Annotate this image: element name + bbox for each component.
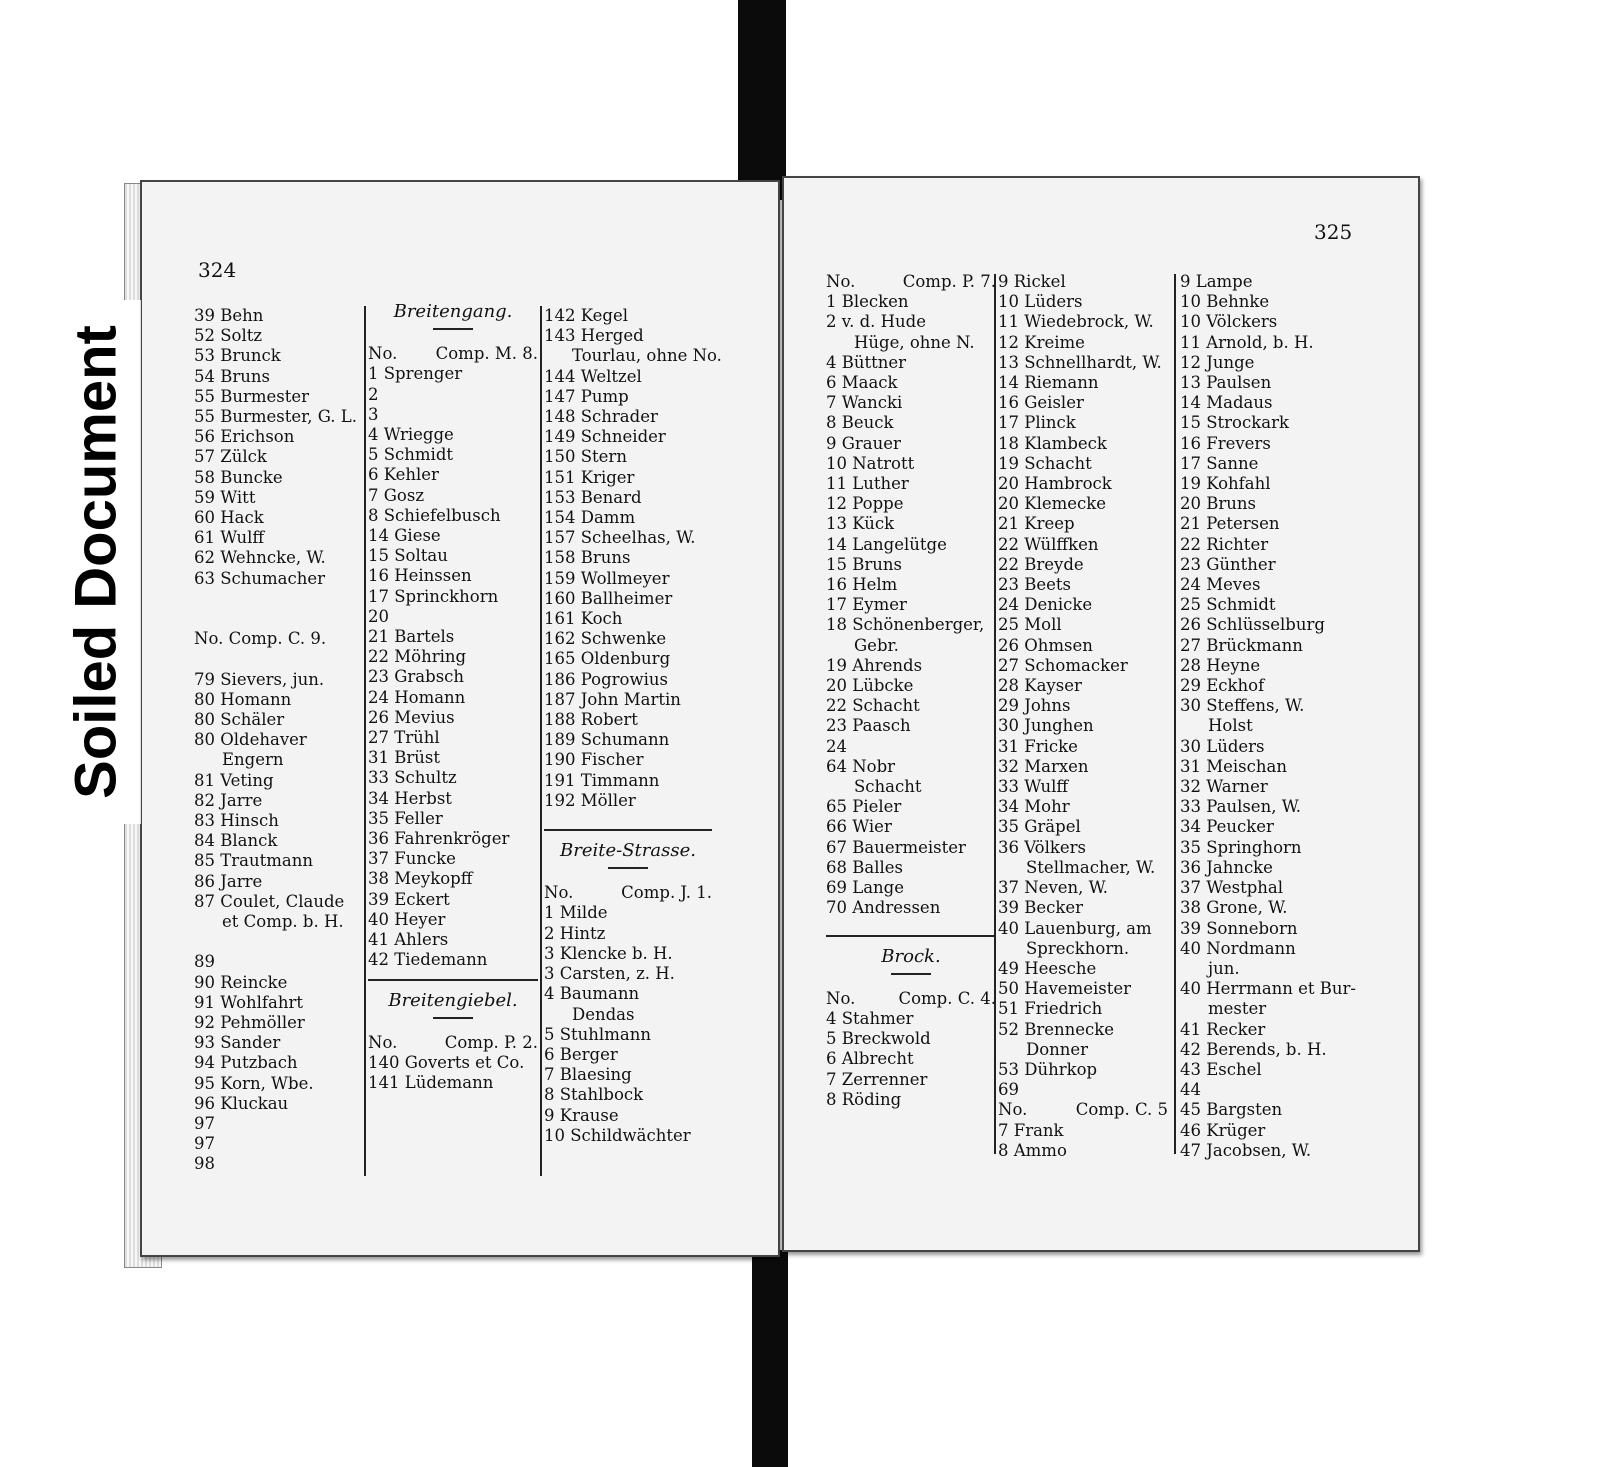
column-divider (1174, 274, 1176, 1154)
list-item: 5 Stuhlmann (544, 1024, 651, 1044)
list-item: 54 Bruns (194, 366, 270, 386)
list-item: 22 Wülffken (998, 534, 1099, 554)
list-item: 34 Herbst (368, 788, 452, 808)
list-item: 39 Sonneborn (1180, 918, 1298, 938)
list-item: 65 Pieler (826, 797, 902, 817)
list-item: Stellmacher, W. (1026, 857, 1156, 877)
column-divider (994, 274, 996, 1154)
list-item: 8 Beuck (826, 413, 894, 433)
list-item: Dendas (572, 1004, 635, 1024)
list-item: 36 Fahrenkröger (368, 829, 510, 849)
list-item: 91 Wohlfahrt (194, 992, 304, 1012)
right-page (782, 176, 1420, 1252)
list-item: 14 Giese (368, 526, 441, 546)
left-column-2 (368, 302, 538, 1093)
list-item: 9 Krause (544, 1105, 619, 1125)
heading-dash (891, 973, 931, 975)
list-item: 3 (368, 404, 379, 424)
list-item: 5 Breckwold (826, 1029, 931, 1049)
list-item: 35 Gräpel (998, 817, 1081, 837)
company-line: No. Comp. P. 7. (826, 272, 996, 291)
list-item: 29 Johns (998, 696, 1071, 716)
list-item: 4 Baumann (544, 984, 640, 1004)
list-item: 151 Kriger (544, 467, 635, 487)
list-item: 16 Helm (826, 575, 898, 595)
column-divider (364, 306, 366, 1176)
list-item: 10 Behnke (1180, 292, 1270, 312)
list-item: 87 Coulet, Claude (194, 891, 345, 911)
list-item: 159 Wollmeyer (544, 568, 670, 588)
list-item: 97 (194, 1134, 215, 1154)
list-item: 150 Stern (544, 447, 627, 467)
company-line: No. Comp. J. 1. (544, 883, 712, 903)
list-item: 8 Ammo (998, 1140, 1067, 1160)
list-item: 36 Jahncke (1180, 857, 1273, 877)
list-item: 42 Berends, b. H. (1180, 1039, 1327, 1059)
list-item: 39 Behn (194, 306, 264, 325)
list-item: 81 Veting (194, 770, 274, 790)
column-divider (540, 306, 542, 1176)
list-item: 10 Schildwächter (544, 1125, 691, 1145)
list-item: 61 Wulff (194, 528, 265, 548)
book-spine-top (738, 0, 786, 200)
list-item: 17 Eymer (826, 595, 907, 615)
list-item: 28 Kayser (998, 676, 1082, 696)
entry-list (544, 903, 712, 1145)
heading-dash (433, 1017, 473, 1019)
list-item: 19 Schacht (998, 453, 1092, 473)
list-item: 80 Homann (194, 689, 292, 709)
list-item: 154 Damm (544, 508, 636, 528)
list-item: 82 Jarre (194, 790, 263, 810)
list-item: 187 John Martin (544, 689, 681, 709)
list-item: 20 Hambrock (998, 474, 1112, 494)
list-item: 47 Jacobsen, W. (1180, 1140, 1312, 1160)
list-item: 17 Plinck (998, 413, 1076, 433)
list-item: 20 Lübcke (826, 676, 914, 696)
list-item: 10 Natrott (826, 453, 915, 473)
list-item: 53 Brunck (194, 346, 281, 366)
list-item: 46 Krüger (1180, 1120, 1266, 1140)
list-item: 15 Bruns (826, 554, 902, 574)
list-item: 17 Sanne (1180, 453, 1259, 473)
list-item: 22 Breyde (998, 554, 1084, 574)
list-item: 70 Andressen (826, 898, 941, 918)
list-item: 68 Balles (826, 857, 903, 877)
list-item: 149 Schneider (544, 427, 666, 447)
list-item: 20 Klemecke (998, 494, 1107, 514)
list-item: 51 Friedrich (998, 999, 1103, 1019)
list-item: 19 Kohfahl (1180, 474, 1271, 494)
list-item: 38 Grone, W. (1180, 898, 1288, 918)
list-item: 24 Homann (368, 687, 466, 707)
list-item: 140 Goverts et Co. (368, 1052, 525, 1072)
list-item: 153 Benard (544, 487, 642, 507)
list-item: 40 Lauenburg, am (998, 918, 1152, 938)
entry-list (998, 1121, 1168, 1161)
list-item: 4 Stahmer (826, 1008, 914, 1028)
list-item: 64 Nobr (826, 756, 896, 776)
left-page (140, 180, 780, 1257)
list-item: 53 Dührkop (998, 1059, 1098, 1079)
list-item: Holst (1208, 716, 1253, 736)
list-item: 12 Poppe (826, 494, 904, 514)
list-item: 24 Denicke (998, 595, 1093, 615)
entry-list (368, 364, 538, 970)
entry-list (826, 292, 996, 918)
list-item: 15 Strockark (1180, 413, 1289, 433)
right-column-3 (1180, 272, 1370, 1161)
list-item: 30 Steffens, W. (1180, 696, 1305, 716)
list-item: 44 (1180, 1080, 1201, 1100)
list-item: 162 Schwenke (544, 629, 667, 649)
list-item: 16 Heinssen (368, 566, 472, 586)
list-item: 6 Albrecht (826, 1049, 914, 1069)
list-item: 144 Weltzel (544, 366, 642, 386)
list-item: 84 Blanck (194, 831, 278, 851)
list-item: 23 Grabsch (368, 667, 465, 687)
list-item: 14 Madaus (1180, 393, 1273, 413)
list-item: 39 Eckert (368, 889, 450, 909)
list-item: 42 Tiedemann (368, 950, 488, 970)
list-item: 52 Soltz (194, 326, 263, 346)
list-item: 13 Kück (826, 514, 895, 534)
list-item: 34 Peucker (1180, 817, 1274, 837)
heading-dash (433, 328, 473, 330)
list-item: 31 Fricke (998, 736, 1078, 756)
list-item: 188 Robert (544, 710, 638, 730)
list-item: 191 Timmann (544, 770, 660, 790)
list-item: 67 Bauermeister (826, 837, 966, 857)
list-item: 35 Springhorn (1180, 837, 1302, 857)
list-item: Spreckhorn. (1026, 938, 1130, 958)
list-item: 30 Lüders (1180, 736, 1265, 756)
list-item: jun. (1208, 958, 1240, 978)
list-item: 20 Bruns (1180, 494, 1256, 514)
list-item: 8 Stahlbock (544, 1085, 644, 1105)
section-rule (544, 829, 712, 831)
list-item (194, 609, 357, 629)
list-item: 9 Lampe (1180, 272, 1253, 291)
list-item: 11 Arnold, b. H. (1180, 332, 1314, 352)
list-item: 93 Sander (194, 1033, 281, 1053)
list-item: 4 Wriegge (368, 425, 454, 445)
list-item: 6 Kehler (368, 465, 439, 485)
list-item: 50 Havemeister (998, 979, 1131, 999)
list-item: 11 Luther (826, 474, 909, 494)
list-item: 23 Günther (1180, 554, 1276, 574)
list-item: 33 Paulsen, W. (1180, 797, 1302, 817)
list-item: 40 Herrmann et Bur- (1180, 979, 1357, 999)
list-item: 29 Eckhof (1180, 676, 1265, 696)
list-item: 2 (368, 384, 379, 404)
list-item: 37 Westphal (1180, 878, 1284, 898)
list-item: 89 (194, 952, 215, 972)
list-item: 69 (998, 1080, 1019, 1100)
list-item: 26 Ohmsen (998, 635, 1093, 655)
list-item: 40 Nordmann (1180, 938, 1296, 958)
list-item: 21 Petersen (1180, 514, 1280, 534)
list-item: 6 Maack (826, 373, 898, 393)
list-item: 158 Bruns (544, 548, 631, 568)
list-item: 27 Brückmann (1180, 635, 1303, 655)
list-item: Engern (222, 750, 284, 770)
list-item: 60 Hack (194, 508, 264, 528)
list-item: 190 Fischer (544, 750, 644, 770)
list-item: 1 Milde (544, 903, 608, 923)
list-item: No. Comp. C. 9. (194, 629, 327, 649)
left-column-3 (544, 306, 722, 1146)
list-item: 92 Pehmöller (194, 1013, 305, 1033)
list-item (194, 589, 357, 609)
list-item: 15 Soltau (368, 546, 448, 566)
list-item: Gebr. (854, 635, 899, 655)
list-item: 24 Meves (1180, 575, 1261, 595)
list-item: 55 Burmester, G. L. (194, 407, 358, 427)
list-item: 25 Schmidt (1180, 595, 1276, 615)
list-item: 33 Schultz (368, 768, 457, 788)
list-item: 3 Carsten, z. H. (544, 964, 675, 984)
list-item: 7 Gosz (368, 485, 425, 505)
list-item: 49 Heesche (998, 958, 1097, 978)
list-item: 13 Paulsen (1180, 373, 1272, 393)
entry-list (998, 272, 1168, 1100)
list-item: 96 Kluckau (194, 1093, 289, 1113)
list-item: 7 Wancki (826, 393, 903, 413)
section-rule (826, 935, 996, 937)
list-item: 27 Trühl (368, 728, 440, 748)
list-item: 83 Hinsch (194, 811, 279, 831)
list-item: 2 v. d. Hude (826, 312, 926, 332)
list-item (194, 932, 357, 952)
company-line: No. Comp. C. 5 (998, 1100, 1168, 1120)
list-item: 8 Schiefelbusch (368, 505, 501, 525)
list-item: 31 Brüst (368, 748, 440, 768)
street-heading-breitengang: Breitengang. (393, 301, 513, 322)
list-item (194, 649, 357, 669)
list-item: 9 Grauer (826, 433, 901, 453)
list-item: 40 Heyer (368, 909, 446, 929)
list-item: 12 Junge (1180, 352, 1255, 372)
company-line: No. Comp. C. 4. (826, 988, 996, 1008)
list-item: 192 Möller (544, 790, 636, 810)
list-item: Tourlau, ohne No. (572, 346, 722, 366)
company-line: No. Comp. P. 2. (368, 1032, 538, 1052)
list-item: 17 Sprinckhorn (368, 586, 499, 606)
list-item: 37 Neven, W. (998, 878, 1108, 898)
list-item: 62 Wehncke, W. (194, 548, 326, 568)
list-item: 30 Junghen (998, 716, 1094, 736)
list-item: 7 Blaesing (544, 1065, 632, 1085)
list-item: 26 Mevius (368, 707, 455, 727)
list-item: 59 Witt (194, 487, 256, 507)
list-item: 148 Schrader (544, 407, 658, 427)
list-item: 98 (194, 1154, 215, 1174)
book-spine-bottom (752, 1250, 788, 1467)
list-item: 22 Möhring (368, 647, 467, 667)
list-item: 41 Recker (1180, 1019, 1266, 1039)
left-column-1 (194, 306, 357, 1175)
list-item: 22 Schacht (826, 696, 920, 716)
list-item: 85 Trautmann (194, 851, 313, 871)
list-item: 22 Richter (1180, 534, 1269, 554)
list-item: 18 Klambeck (998, 433, 1107, 453)
list-item: 43 Eschel (1180, 1059, 1262, 1079)
list-item: 3 Klencke b. H. (544, 943, 673, 963)
list-item: 7 Frank (998, 1120, 1064, 1140)
list-item: 11 Wiedebrock, W. (998, 312, 1154, 332)
list-item: 23 Paasch (826, 716, 911, 736)
list-item: 143 Herged (544, 326, 644, 346)
list-item: 12 Kreime (998, 332, 1085, 352)
list-item: 1 Sprenger (368, 364, 463, 384)
list-item: 165 Oldenburg (544, 649, 671, 669)
list-item: 4 Büttner (826, 352, 907, 372)
list-item: 27 Schomacker (998, 655, 1128, 675)
list-item: 33 Wulff (998, 777, 1069, 797)
heading-dash (608, 867, 648, 869)
list-item: 66 Wier (826, 817, 892, 837)
list-item: 14 Langelütge (826, 534, 947, 554)
list-item: 186 Pogrowius (544, 669, 668, 689)
list-item: Hüge, ohne N. (854, 332, 975, 352)
list-item: 63 Schumacher (194, 568, 326, 588)
list-item: 142 Kegel (544, 306, 628, 325)
list-item: 20 (368, 606, 389, 626)
list-item: 8 Röding (826, 1089, 902, 1109)
list-item: Schacht (854, 777, 922, 797)
list-item: 21 Kreep (998, 514, 1075, 534)
list-item: 69 Lange (826, 878, 904, 898)
street-heading-brock: Brock. (881, 945, 941, 967)
list-item: 13 Schnellhardt, W. (998, 352, 1162, 372)
page-number-right: 325 (1314, 220, 1353, 244)
list-item: 41 Ahlers (368, 930, 449, 950)
list-item: 141 Lüdemann (368, 1073, 494, 1093)
list-item: 19 Ahrends (826, 655, 923, 675)
list-item: Donner (1026, 1039, 1089, 1059)
entry-list (544, 306, 722, 811)
list-item: 10 Lüders (998, 292, 1083, 312)
list-item: mester (1208, 999, 1267, 1019)
list-item: 2 Hintz (544, 923, 606, 943)
document-condition-label: Soiled Document (63, 325, 129, 799)
list-item: 31 Meischan (1180, 756, 1287, 776)
list-item: 37 Funcke (368, 849, 456, 869)
list-item: 157 Scheelhas, W. (544, 528, 696, 548)
list-item: 36 Völkers (998, 837, 1086, 857)
list-item: 94 Putzbach (194, 1053, 298, 1073)
list-item: 90 Reincke (194, 972, 288, 992)
list-item: 18 Schönenberger, (826, 615, 985, 635)
list-item: 7 Zerrenner (826, 1069, 928, 1089)
entry-list (368, 1053, 538, 1093)
company-line: No. Comp. M. 8. (368, 344, 538, 364)
entry-list (826, 1009, 996, 1110)
list-item: 161 Koch (544, 609, 623, 629)
list-item: 32 Warner (1180, 777, 1268, 797)
section-rule (368, 979, 538, 981)
list-item: 23 Beets (998, 575, 1071, 595)
list-item: 55 Burmester (194, 386, 310, 406)
list-item: 10 Völckers (1180, 312, 1278, 332)
list-item: 16 Frevers (1180, 433, 1271, 453)
list-item: 95 Korn, Wbe. (194, 1073, 314, 1093)
list-item: 80 Oldehaver (194, 730, 307, 750)
list-item: 79 Sievers, jun. (194, 669, 325, 689)
list-item: 26 Schlüsselburg (1180, 615, 1325, 635)
list-item: 14 Riemann (998, 373, 1099, 393)
list-item: 21 Bartels (368, 627, 455, 647)
list-item: 35 Feller (368, 808, 443, 828)
list-item: 38 Meykopff (368, 869, 473, 889)
entry-list (1180, 272, 1370, 1161)
list-item: 160 Ballheimer (544, 588, 673, 608)
street-heading-breite-strasse: Breite-Strasse. (560, 840, 696, 862)
list-item: 189 Schumann (544, 730, 670, 750)
list-item: 32 Marxen (998, 756, 1089, 776)
list-item: 25 Moll (998, 615, 1062, 635)
list-item: 5 Schmidt (368, 445, 454, 465)
list-item: 34 Mohr (998, 797, 1070, 817)
list-item: 9 Rickel (998, 272, 1066, 291)
list-item: 28 Heyne (1180, 655, 1261, 675)
list-item: 86 Jarre (194, 871, 263, 891)
list-item: 56 Erichson (194, 427, 295, 447)
list-item: 80 Schäler (194, 710, 285, 730)
page-number-left: 324 (198, 258, 237, 282)
list-item: 57 Zülck (194, 447, 267, 467)
list-item: 58 Buncke (194, 467, 283, 487)
list-item: 39 Becker (998, 898, 1084, 918)
list-item: 147 Pump (544, 386, 629, 406)
list-item: et Comp. b. H. (222, 912, 344, 932)
right-column-1 (826, 272, 996, 1110)
list-item: 24 (826, 736, 847, 756)
street-heading-breitengiebel: Breitengiebel. (388, 989, 518, 1011)
right-column-2 (998, 272, 1168, 1161)
list-item: 1 Blecken (826, 292, 909, 312)
list-item: 52 Brennecke (998, 1019, 1115, 1039)
list-item: 6 Berger (544, 1044, 618, 1064)
list-item: 45 Bargsten (1180, 1100, 1283, 1120)
list-item: 16 Geisler (998, 393, 1084, 413)
list-item: 97 (194, 1114, 215, 1134)
